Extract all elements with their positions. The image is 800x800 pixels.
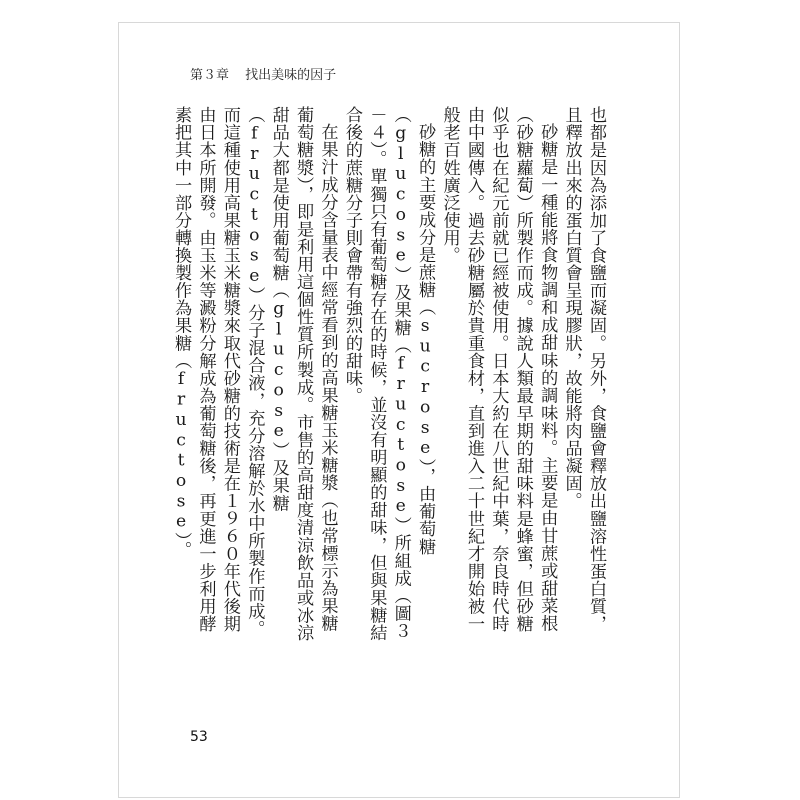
chapter-label: 第３章 xyxy=(190,68,230,83)
paragraph-sucrose: 砂糖的主要成分是蔗糖（sucrose），由葡萄糖（glucose）及果糖（fructose）所組成（圖３－４）。單獨只有葡萄糖存在的時候，並沒有明顯的甜味，但與果糖結合後的蔗糖分子則會帶有強烈的甜味。 xyxy=(341,106,436,642)
paragraph-hfcs: 在果汁成分含量表中經常看到的高果糖玉米糖漿（也常標示為果糖葡萄糖漿），即是利用這個性質所製成。市售的高甜度清涼飲品或冰涼甜品大都是使用葡萄糖（glucose）及果糖（fructose）分子混合液，充分溶解於水中所製作而成。而這種使用高果糖玉米糖漿來取代砂糖的技術是在１９６０年代後期由日本所開發。由玉米等澱粉分解成為葡萄糖後，再更進一步利用酵素把其中一部分轉換製作為果糖（fructose）。 xyxy=(171,106,338,642)
chapter-title: 找出美味的因子 xyxy=(245,68,337,83)
running-header xyxy=(190,64,336,83)
vertical-body-text xyxy=(171,106,608,646)
paragraph-continued: 也都是因為添加了食鹽而凝固。另外，食鹽會釋放出鹽溶性蛋白質，且釋放出來的蛋白質會呈現膠狀，故能將肉品凝固。 xyxy=(561,106,606,633)
page-number: 53 xyxy=(190,729,208,745)
paragraph-sugar-intro: 砂糖是一種能將食物調和成甜味的調味料。主要是由甘蔗或甜菜根（砂糖蘿蔔）所製作而成。據說人類最早期的甜味料是蜂蜜，但砂糖似乎也在紀元前就已經被使用。日本大約在八世紀中葉，奈良時代時由中國傳入。過去砂糖屬於貴重食材，直到進入二十世紀才開始被一般老百姓廣泛使用。 xyxy=(439,106,558,633)
